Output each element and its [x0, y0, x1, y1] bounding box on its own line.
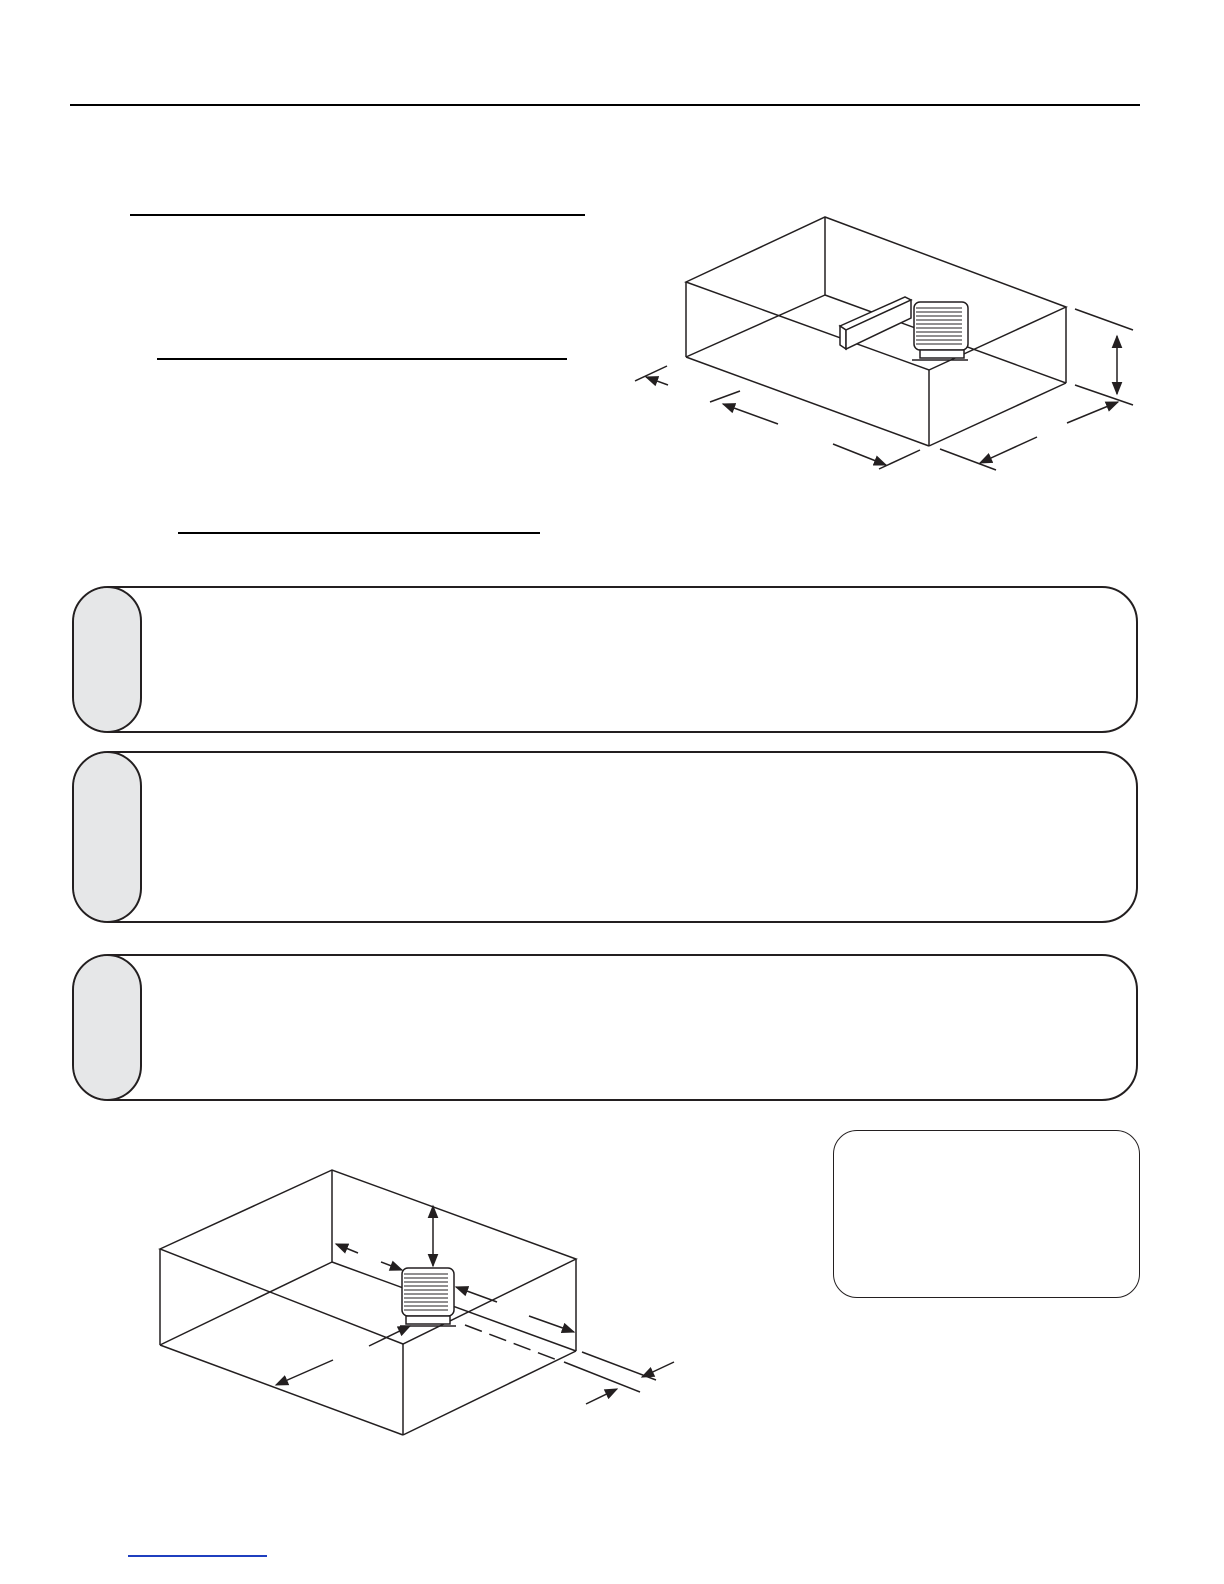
warning-box-3 — [72, 954, 1138, 1101]
header-rule — [70, 104, 1140, 106]
warning-box-2 — [72, 751, 1138, 923]
warning-tab — [72, 751, 142, 923]
warning-box-1 — [72, 586, 1138, 733]
warning-tab — [72, 954, 142, 1101]
warning-tab — [72, 586, 142, 733]
note-box — [833, 1130, 1140, 1298]
blank-line-1 — [130, 214, 585, 216]
blank-line-3 — [178, 532, 540, 534]
footer-link[interactable] — [128, 1555, 267, 1557]
blank-line-2 — [157, 358, 567, 360]
